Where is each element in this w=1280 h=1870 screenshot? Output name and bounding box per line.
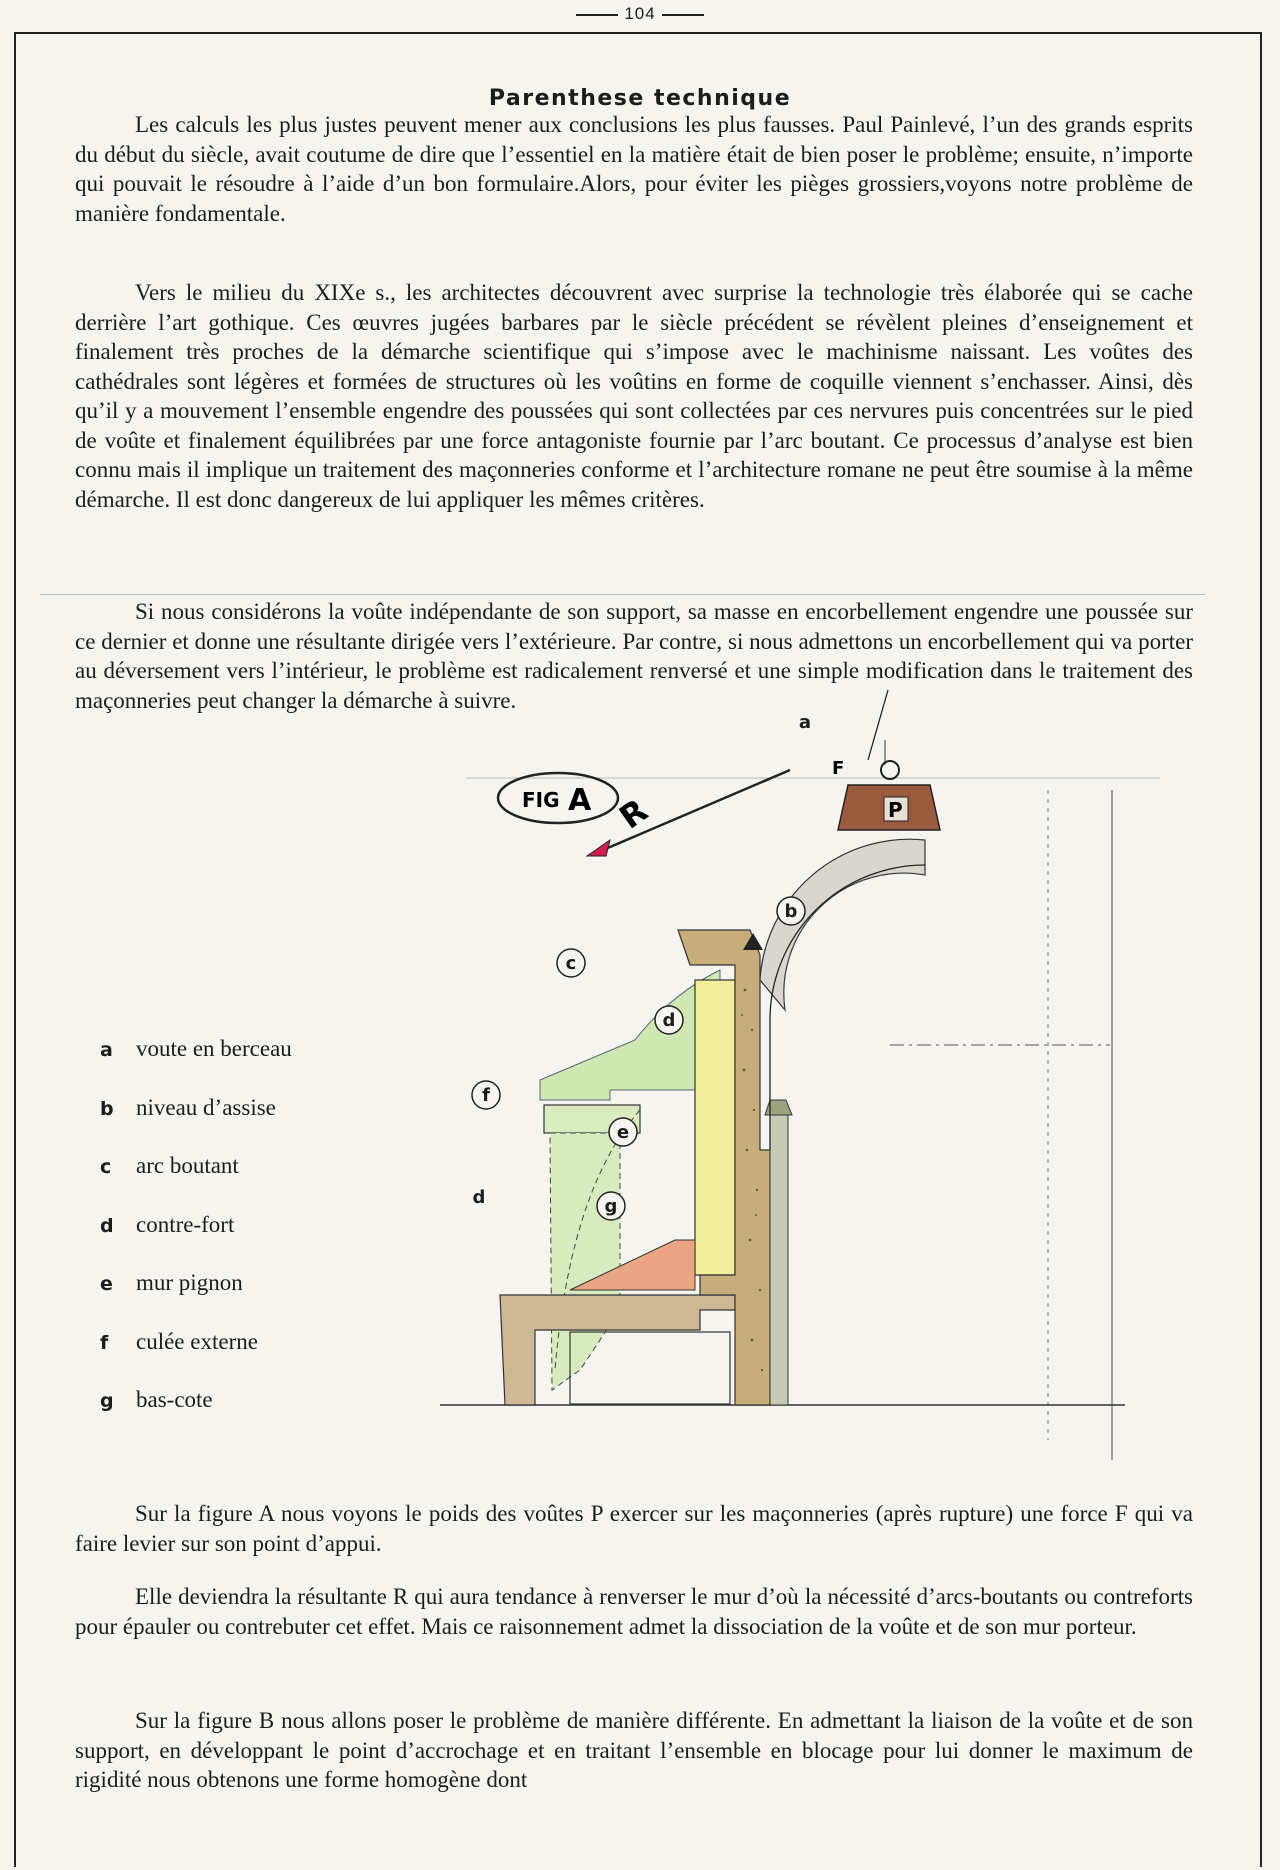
page-number-dash-left — [576, 14, 618, 16]
legend-letter: c — [100, 1156, 112, 1178]
part-label-c: c — [565, 953, 577, 974]
legend-text: arc boutant — [136, 1153, 239, 1178]
legend-text: voute en berceau — [136, 1036, 292, 1061]
flying-buttress-c-shape — [540, 970, 720, 1100]
part-label-g: g — [604, 1196, 618, 1217]
paragraph-1: Les calculs les plus justes peuvent mener aux conclusions les plus fausses. Paul Painlevé, l’un des grands esprits du début du siècle, avait coutume de dire que l’essentiel en la matière était de bien poser le problème; ensuite, n’importe qui pouvait le résoudre à l’aide d’un bon formulaire.Alors, pour éviter les pièges grossiers,voyons notre problème de manière fondamentale. — [75, 112, 1193, 226]
legend-item — [100, 1387, 292, 1446]
part-label-d: d — [662, 1010, 676, 1031]
figure-legend — [100, 1036, 292, 1446]
aisle-floor-shape — [500, 1295, 735, 1405]
page-number-dash-right — [662, 14, 704, 16]
legend-letter: d — [100, 1214, 114, 1237]
inner-pier — [770, 1115, 788, 1405]
legend-text: niveau d’assise — [136, 1094, 276, 1120]
part-label-f: f — [482, 1085, 490, 1106]
abutment-f-shape — [550, 1133, 620, 1390]
page-number-value: 104 — [624, 4, 656, 23]
resultant-r-label: R — [612, 791, 655, 837]
legend-letter: f — [100, 1331, 109, 1354]
legend-item — [100, 1212, 292, 1271]
page-number — [0, 4, 1280, 24]
figure-a-drawing — [460, 712, 1220, 1470]
barrel-vault-a-shape — [760, 839, 925, 1010]
paragraph-4: Sur la figure A nous voyons le poids des voûtes P exercer sur les maçonneries (après rupture) une force F qui va faire levier sur son point d’appui. — [75, 1501, 1193, 1556]
part-label-b: b — [784, 901, 798, 922]
force-f-label: F — [832, 758, 845, 779]
pier-capital — [765, 1100, 792, 1115]
legend-text: culée externe — [136, 1328, 258, 1354]
legend-letter: a — [100, 1039, 113, 1061]
buttress-d-shape — [695, 980, 735, 1275]
paragraph-2: Vers le milieu du XIXe s., les architectes découvrent avec surprise la technologie très élaborée qui se cache derrière l’art gothique. Ces œuvres jugées barbares par le siècle précédent se révèlent pleines d’enseignement et finalement très proches de la démarche scientifique qui s’impose avec le machinisme naissant. Les voûtes des cathédrales sont légères et formées de structures où les voûtins en forme de coquille viennent s’enchasser. Ainsi, dès qu’il y a mouvement l’ensemble engendre des poussées qui sont collectées par ces nervures puis concentrées sur le pied de voûte et finalement équilibrées par une force antagoniste fournie par l’arc boutant. Ce processus d’analyse est bien connu mais il implique un traitement des maçonneries conforme et l’architecture romane ne peut être soumise à la même démarche. Il est donc dangereux de lui appliquer les mêmes critères. — [75, 280, 1193, 512]
legend-item — [100, 1036, 292, 1095]
part-label-d2: d — [472, 1187, 486, 1208]
paragraph-5: Elle deviendra la résultante R qui aura tendance à renverser le mur d’où la nécessité d’arcs-boutants ou contreforts pour épauler ou contrebuter cet effet. Mais ce raisonnement admet la dissociation de la voûte et de son mur porteur. — [75, 1584, 1193, 1639]
legend-letter: e — [100, 1273, 113, 1295]
part-label-e: e — [616, 1122, 630, 1143]
divider-line — [40, 594, 1205, 595]
figure-label-text: FIG — [522, 788, 560, 812]
legend-item — [100, 1270, 292, 1329]
part-label-a: a — [798, 712, 812, 733]
figure-label-letter: A — [568, 783, 592, 818]
legend-text: mur pignon — [136, 1270, 243, 1295]
legend-item — [100, 1095, 292, 1154]
paragraph-6: Sur la figure B nous allons poser le problème de manière différente. En admettant la liaison de la voûte et de son support, en développant le point d’accrochage et en traitant l’ensemble en blocage pour lui donner le maximum de rigidité nous obtenons une forme homogène dont — [75, 1708, 1193, 1792]
resultant-r-arrowhead — [587, 840, 610, 856]
figure-a — [460, 712, 1220, 1475]
section-heading: Parenthese technique — [488, 86, 792, 111]
legend-item — [100, 1329, 292, 1388]
legend-letter: g — [100, 1390, 114, 1412]
weight-p-label: P — [888, 798, 903, 822]
legend-text: contre-fort — [136, 1211, 235, 1237]
paragraph-3: Si nous considérons la voûte indépendante de son support, sa masse en encorbellement engendre une poussée sur ce dernier et donne une résultante dirigée vers l’extérieure. Par contre, si nous admettons un encorbellement qui va porter au déversement vers l’intérieur, le problème est radicalement renversé et une simple modification dans le traitement des maçonneries peut changer la démarche à suivre. — [75, 599, 1193, 713]
legend-text: bas-cote — [136, 1387, 213, 1412]
legend-item — [100, 1153, 292, 1212]
legend-letter: b — [100, 1097, 114, 1120]
